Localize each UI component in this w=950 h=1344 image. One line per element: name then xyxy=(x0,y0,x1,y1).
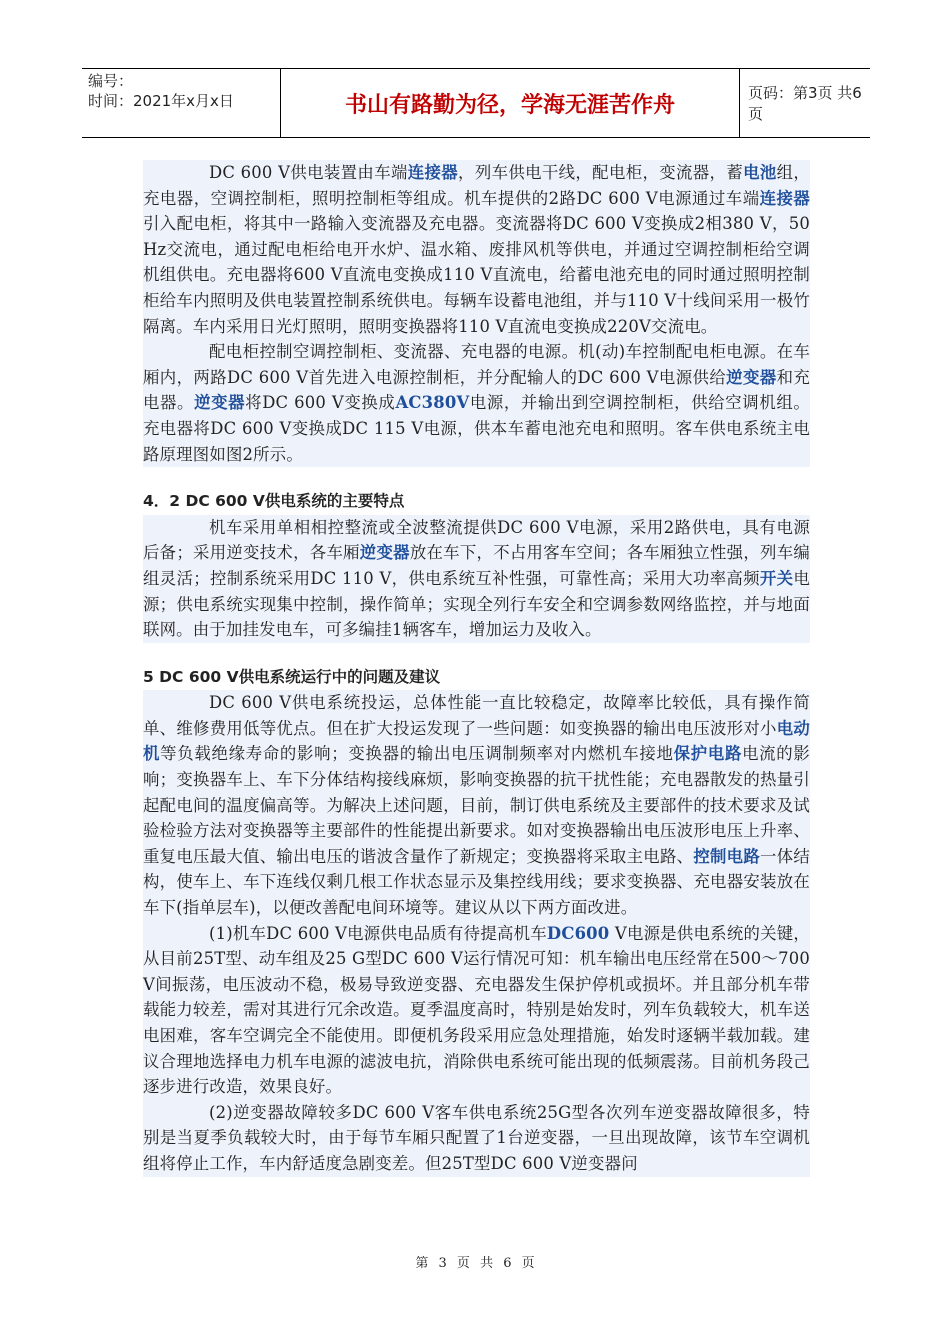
shaded-block-3 xyxy=(143,690,810,1176)
shaded-block-1 xyxy=(143,160,810,467)
paragraph-1: DC 600 V供电装置由车端连接器，列车供电干线，配电柜，变流器，蓄电池组，充电器，空调控制柜，照明控制柜等组成。机车提供的2路DC 600 V电源通过车端连接器引入配电柜，将其中一路输入变流器及充电器。变流器将DC 600 V变换成2相380 V，50 Hz交流电，通过配电柜给电开水炉、温水箱、废排风机等供电，并通过空调控制柜给空调机组供电。充电器将600 V直流电变换成110 V直流电，给蓄电池充电的同时通过照明控制柜给车内照明及供电装置控制系统供电。每辆车设蓄电池组，并与110 V十线间采用一极竹隔离。车内采用日光灯照明，照明变换器将110 V直流电变换成220V交流电。 xyxy=(143,163,810,336)
keyword-link[interactable]: 控制电路 xyxy=(693,846,761,866)
keyword-link[interactable]: 连接器 xyxy=(759,188,810,208)
footer-total: 6 xyxy=(503,1256,512,1271)
header-motto: 书山有路勤为径，学海无涯苦作舟 xyxy=(280,69,740,137)
footer-page: 3 xyxy=(438,1256,447,1271)
keyword-link[interactable]: 电池 xyxy=(743,163,777,182)
keyword-link[interactable]: AC380V xyxy=(395,393,470,413)
section-heading-5: 5 DC 600 V供电系统运行中的问题及建议 xyxy=(143,667,441,686)
footer-ye: 页 xyxy=(456,1256,470,1271)
paragraph-2: 配电柜控制空调控制柜、变流器、充电器的电源。机(动)车控制配电柜电源。在车厢内，两路DC 600 V首先进入电源控制柜，并分配输人的DC 600 V电源供给逆变器和充电器。逆变器将DC 600 V变换成AC380V电源，并输出到空调控制柜，供给空调机组。充电器将DC 600 V变换成DC 115 V电源，供本车蓄电池充电和照明。客车供电系统主电路原理图如图2所示。 xyxy=(143,342,810,464)
paragraph-6: (2)逆变器故障较多DC 600 V客车供电系统25G型各次列车逆变器故障很多，特别是当夏季负载较大时，由于每节车厢只配置了1台逆变器，一旦出现故障，该节车空调机组将停止工作，车内舒适度急剧变差。但25T型DC 600 V逆变器问 xyxy=(143,1102,810,1173)
header-page-label: 页码：第3页 共6页 xyxy=(748,84,862,123)
paragraph-5: (1)机车DC 600 V电源供电品质有待提高机车DC600 V电源是供电系统的关键，从目前25T型、动车组及25 G型DC 600 V运行情况可知：机车输出电压经常在500～700 V间振荡，电压波动不稳，极易导致逆变器、充电器发生保护停机或损坏。并且部分机车带载能力较差，需对其进行冗余改造。夏季温度高时，特别是始发时，列车负载较大，机车送电困难，客车空调完全不能使用。即便机务段采用应急处理措施，始发时逐辆半载加载。建议合理地选择电力机车电源的滤波电抗，消除供电系统可能出现的低频震荡。目前机务段己逐步进行改造，效果良好。 xyxy=(143,923,810,1097)
keyword-link[interactable]: 电动机 xyxy=(143,718,810,764)
section-heading-4-2: 4．2 DC 600 V供电系统的主要特点 xyxy=(143,492,405,511)
keyword-link[interactable]: 逆变器 xyxy=(194,393,246,413)
header-meta xyxy=(82,69,280,137)
document-body xyxy=(143,160,810,1177)
shaded-block-2 xyxy=(143,515,810,643)
keyword-link[interactable]: 逆变器 xyxy=(726,367,777,387)
paragraph-3: 机车采用单相相控整流或全波整流提供DC 600 V电源，采用2路供电，具有电源后备；采用逆变技术，各车厢逆变器放在车下，不占用客车空间；各车厢独立性强，列车编组灵活；控制系统采用DC 110 V，供电系统互补性强，可靠性高；采用大功率高频开关电源；供电系统实现集中控制，操作简单；实现全列行车安全和空调参数网络监控，并与地面联网。由于加挂发电车，可多编挂1辆客车，增加运力及收入。 xyxy=(143,517,810,640)
footer-di: 第 xyxy=(415,1256,429,1271)
keyword-link[interactable]: 逆变器 xyxy=(359,543,410,563)
page-number-footer xyxy=(0,1252,950,1271)
page-header xyxy=(82,68,870,138)
date-label: 时间：2021年x月x日 xyxy=(88,92,234,110)
keyword-link[interactable]: 开关 xyxy=(759,568,794,588)
paragraph-4: DC 600 V供电系统投运，总体性能一直比较稳定，故障率比较低，具有操作简单、维修费用低等优点。但在扩大投运发现了一些问题：如变换器的输出电压波形对小电动机等负载绝缘寿命的影响；变换器的输出电压调制频率对内燃机车接地保护电路电流的影响；变换器车上、车下分体结构接线麻烦，影响变换器的抗干扰性能；充电器散发的热量引起配电间的温度偏高等。为解决上述问题，目前，制订供电系统及主要部件的技术要求及试验检验方法对变换器等主要部件的性能提出新要求。如对变换器输出电压波形电压上升率、重复电压最大值、输出电压的谐波含量作了新规定；变换器将采取主电路、控制电路一体结构，使车上、车下连线仅剩几根工作状态显示及集控线用线；要求变换器、充电器安装放在车下(指单层车)，以便改善配电间环境等。建议从以下两方面改进。 xyxy=(143,693,810,918)
keyword-link[interactable]: 连接器 xyxy=(407,163,459,182)
keyword-link[interactable]: DC600 xyxy=(546,923,610,943)
footer-ye-2: 页 xyxy=(521,1256,535,1271)
keyword-link[interactable]: 保护电路 xyxy=(673,744,743,764)
serial-label: 编号： xyxy=(88,72,134,90)
footer-gong: 共 xyxy=(480,1256,494,1271)
